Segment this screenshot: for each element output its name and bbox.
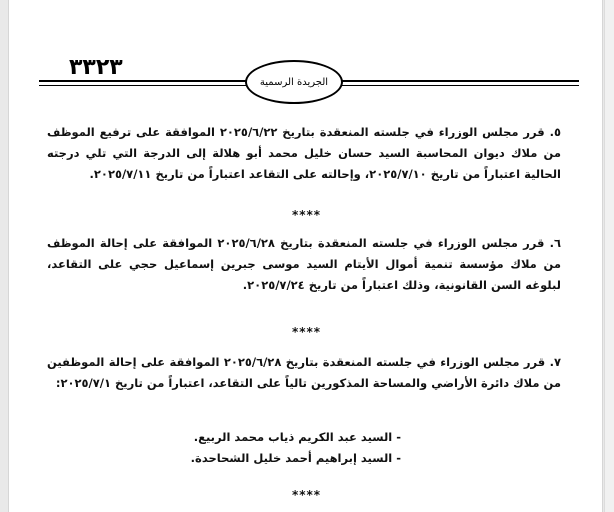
resolution-6: ٦. قرر مجلس الوزراء في جلسته المنعقدة بتاريخ ٢٠٢٥/٦/٢٨ الموافقة على إحالة الموظف من ملاك مؤسسة تنمية أموال الأيتام السيد موسى جبرين إسماعيل حجي على التقاعد، لبلوغه السن القانونية، وذلك اعتباراً من تاريخ ٢٠٢٥/٧/٢٤.	[47, 236, 562, 292]
separator-2: ****	[291, 325, 322, 339]
vertical-scrollbar[interactable]	[604, 0, 614, 512]
retiree-name-2: - السيد إبراهيم أحمد خليل الشحاحدة.	[190, 451, 401, 465]
resolution-7: ٧. قرر مجلس الوزراء في جلسته المنعقدة بتاريخ ٢٠٢٥/٦/٢٨ الموافقة على إحالة الموظفين من ملاك دائرة الأراضي والمساحة المذكورين تالياً على التقاعد، اعتباراً من تاريخ ٢٠٢٥/٧/١:	[47, 355, 561, 390]
separator-3: ****	[291, 488, 322, 502]
resolution-5: ٥. قرر مجلس الوزراء في جلسته المنعقدة بتاريخ ٢٠٢٥/٦/٢٢ الموافقة على ترفيع الموظف من ملاك ديوان المحاسبة السيد حسان خليل محمد أبو هلالة إلى الدرجة التي تلي درجته الحالية اعتباراً من تاريخ ٢٠٢٥/٧/١٠، وإحالته على التقاعد اعتباراً من تاريخ ٢٠٢٥/٧/١١.	[47, 125, 561, 181]
gazette-title-oval	[245, 60, 343, 104]
page-number: ٣٣٢٣	[69, 55, 123, 80]
gazette-page	[8, 0, 603, 512]
gazette-title: الجريدة الرسمية	[259, 76, 329, 88]
separator-1: ****	[291, 208, 322, 222]
retiree-names-list	[47, 427, 401, 469]
retiree-name-1: - السيد عبد الكريم ذياب محمد الربيع.	[193, 430, 401, 444]
